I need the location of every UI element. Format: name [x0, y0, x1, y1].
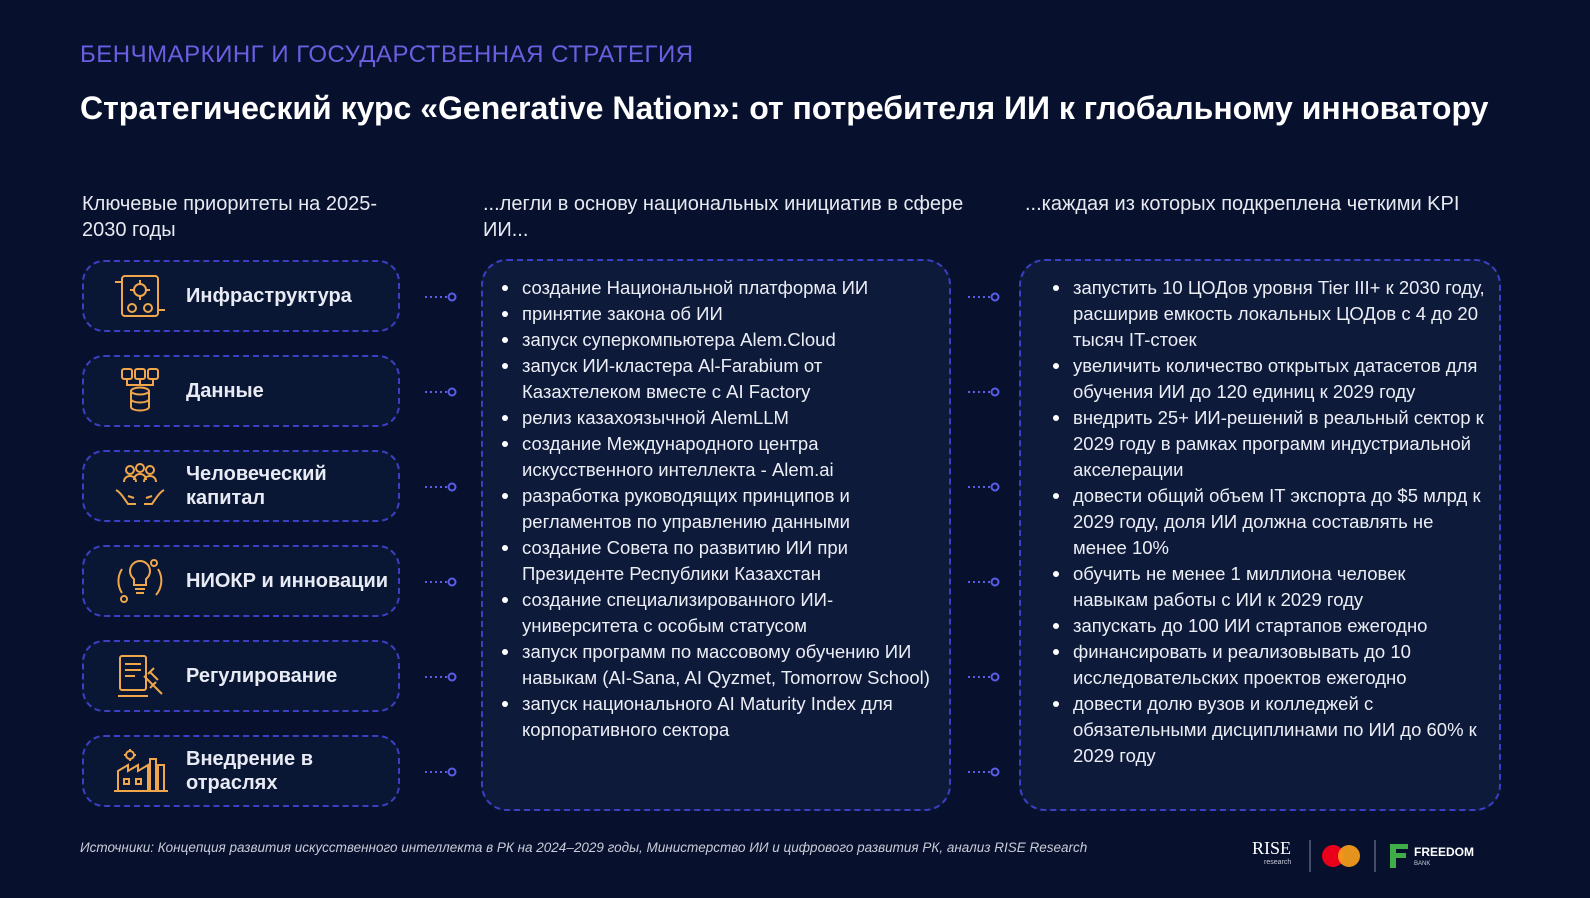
- connector-dots: [423, 767, 459, 777]
- priority-label: Регулирование: [186, 665, 338, 687]
- priority-label: Внедрение в отраслях: [186, 748, 314, 794]
- list-item: довести общий объем IT экспорта до $5 млрд к 2029 году, доля ИИ должна составлять не менее 10%: [1051, 483, 1485, 561]
- priority-regulation: [82, 640, 400, 712]
- connector-dots: [966, 672, 1002, 682]
- source-note: Источники: Концепция развития искусственного интеллекта в РК на 2024–2029 годы, Министерство ИИ и цифрового развития РК, анализ RISE Research: [80, 840, 1088, 855]
- connector-dots: [966, 387, 1002, 397]
- list-item: довести долю вузов и колледжей с обязательными дисциплинами по ИИ до 60% к 2029 году: [1051, 691, 1485, 769]
- kpi-heading: ...каждая из которых подкреплена четкими KPI: [1025, 193, 1460, 215]
- mastercard-logo: [1322, 845, 1360, 867]
- list-item: принятие закона об ИИ: [500, 301, 933, 327]
- list-item: релиз казахоязычной AlemLLM: [500, 405, 933, 431]
- list-item: обучить не менее 1 миллиона человек навыкам работы с ИИ к 2029 году: [1051, 561, 1485, 613]
- data-icon: [110, 365, 170, 417]
- rnd-icon: [110, 555, 170, 607]
- priorities-heading: Ключевые приоритеты на 2025-2030 годы: [82, 193, 378, 241]
- list-item: создание специализированного ИИ-университета с особым статусом: [500, 587, 933, 639]
- initiatives-heading: ...легли в основу национальных инициатив в сфере ИИ...: [483, 193, 964, 241]
- priority-label: Данные: [186, 380, 264, 402]
- priority-infrastructure: [82, 260, 400, 332]
- priority-human-capital: [82, 450, 400, 522]
- regulation-icon: [110, 650, 170, 702]
- list-item: создание Международного центра искусственного интеллекта - Alem.ai: [500, 431, 933, 483]
- connector-dots: [966, 292, 1002, 302]
- priority-label: Инфраструктура: [186, 285, 352, 307]
- list-item: запуск программ по массовому обучению ИИ навыкам (AI-Sana, AI Qyzmet, Tomorrow School): [500, 639, 933, 691]
- freedom-logo-text: FREEDOM: [1414, 845, 1474, 859]
- list-item: финансировать и реализовывать до 10 исследовательских проектов ежегодно: [1051, 639, 1485, 691]
- list-item: запуск национального AI Maturity Index для корпоративного сектора: [500, 691, 933, 743]
- rise-logo-text: RISE: [1252, 838, 1292, 858]
- list-item: разработка руководящих принципов и регламентов по управлению данными: [500, 483, 933, 535]
- industry-icon: [110, 745, 170, 797]
- initiatives-list: [500, 275, 933, 743]
- priority-label: НИОКР и инновации: [186, 570, 389, 592]
- infrastructure-icon: [110, 270, 170, 322]
- connector-dots: [423, 577, 459, 587]
- kpi-list: [1051, 275, 1485, 769]
- partner-logos: [1250, 836, 1500, 876]
- freedom-logo-subtext: BANK: [1414, 861, 1431, 867]
- rise-logo-subtext: research: [1264, 859, 1292, 866]
- connector-dots: [966, 767, 1002, 777]
- priority-data: [82, 355, 400, 427]
- connector-dots: [423, 292, 459, 302]
- list-item: запуск суперкомпьютера Alem.Cloud: [500, 327, 933, 353]
- rise-research-logo: [1252, 838, 1291, 866]
- kpi-box: [1019, 259, 1501, 811]
- list-item: внедрить 25+ ИИ-решений в реальный сектор к 2029 году в рамках программ индустриальной акселерации: [1051, 405, 1485, 483]
- list-item: запускать до 100 ИИ стартапов ежегодно: [1051, 613, 1485, 639]
- list-item: создание Совета по развитию ИИ при Президенте Республики Казахстан: [500, 535, 933, 587]
- priority-label: Человеческий капитал: [186, 463, 327, 509]
- section-eyebrow: БЕНЧМАРКИНГ И ГОСУДАРСТВЕННАЯ СТРАТЕГИЯ: [80, 41, 694, 68]
- page-title: Стратегический курс «Generative Nation»: от потребителя ИИ к глобальному инноватору: [80, 90, 1489, 126]
- connector-dots: [423, 672, 459, 682]
- connector-dots: [423, 482, 459, 492]
- list-item: запуск ИИ-кластера Al-Farabium от Казахтелеком вместе с AI Factory: [500, 353, 933, 405]
- priority-industry: [82, 735, 400, 807]
- freedom-bank-logo: [1390, 844, 1474, 868]
- connector-dots: [423, 387, 459, 397]
- priority-rnd: [82, 545, 400, 617]
- list-item: увеличить количество открытых датасетов для обучения ИИ до 120 единиц к 2029 году: [1051, 353, 1485, 405]
- list-item: запустить 10 ЦОДов уровня Tier III+ к 2030 году, расширив емкость локальных ЦОДов с 4 до 20 тысяч IT-стоек: [1051, 275, 1485, 353]
- initiatives-box: [481, 259, 951, 811]
- connector-dots: [966, 482, 1002, 492]
- list-item: создание Национальной платформа ИИ: [500, 275, 933, 301]
- human-capital-icon: [110, 460, 170, 512]
- connector-dots: [966, 577, 1002, 587]
